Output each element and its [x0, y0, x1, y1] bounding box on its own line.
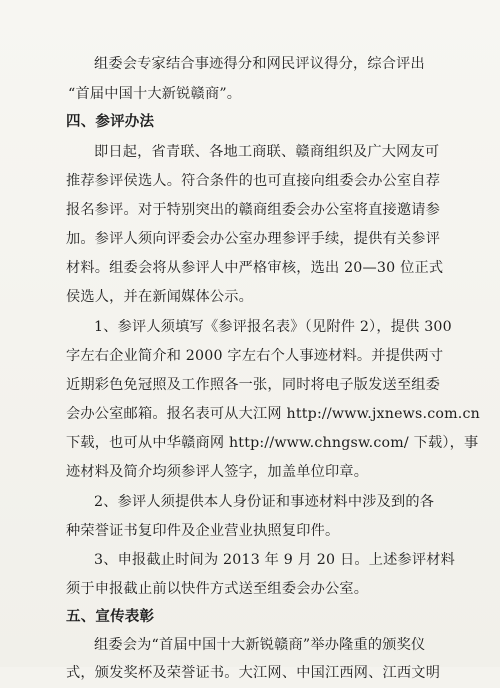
- text-line: 种荣誉证书复印件及企业营业执照复印件。: [66, 523, 340, 539]
- text-line: “首届中国十大新锐赣商”。: [68, 86, 242, 102]
- section-heading: 四、参评办法: [66, 114, 155, 130]
- text-line: 即日起，省青联、各地工商联、赣商组织及广大网友可: [94, 144, 440, 160]
- text-line: 加。参评人须向评委会办公室办理参评手续，提供有关参评: [66, 231, 441, 247]
- text-line: 会办公室邮箱。报名表可从大江网 http://www.jxnews.com.cn: [66, 406, 480, 422]
- text-line: 字左右企业简介和 2000 字左右个人事迹材料。并提供两寸: [66, 348, 444, 364]
- text-line: 3、申报截止时间为 2013 年 9 月 20 日。上述参评材料: [94, 552, 456, 568]
- section-heading: 五、宣传表彰: [66, 609, 155, 625]
- text-line: 近期彩色免冠照及工作照各一张，同时将电子版发送至组委: [66, 377, 441, 393]
- text-line: 式，颁发奖杯及荣誉证书。大江网、中国江西网、江西文明: [66, 665, 441, 681]
- text-line: 2、参评人须提供本人身份证和事迹材料中涉及到的各: [94, 494, 435, 510]
- text-line: 侯选人，并在新闻媒体公示。: [66, 289, 254, 305]
- text-line: 报名参评。对于特别突出的赣商组委会办公室将直接邀请参: [66, 202, 441, 218]
- text-line: 材料。组委会将从参评人中严格审核，选出 20—30 位正式: [66, 260, 444, 276]
- text-line: 组委会为“首届中国十大新锐赣商”举办隆重的颁奖仪: [94, 637, 426, 653]
- text-line: 推荐参评侯选人。符合条件的也可直接向组委会办公室自荐: [66, 173, 441, 189]
- text-line: 迹材料及简介均须参评人签字，加盖单位印章。: [66, 464, 369, 480]
- text-line: 下载，也可从中华赣商网 http://www.chngsw.com/ 下载），事: [66, 435, 479, 451]
- text-line: 须于申报截止前以快件方式送至组委会办公室。: [66, 581, 369, 597]
- text-line: 1、参评人须填写《参评报名表》（见附件 2），提供 300: [94, 319, 452, 335]
- text-line: 组委会专家结合事迹得分和网民评议得分，综合评出: [94, 56, 425, 72]
